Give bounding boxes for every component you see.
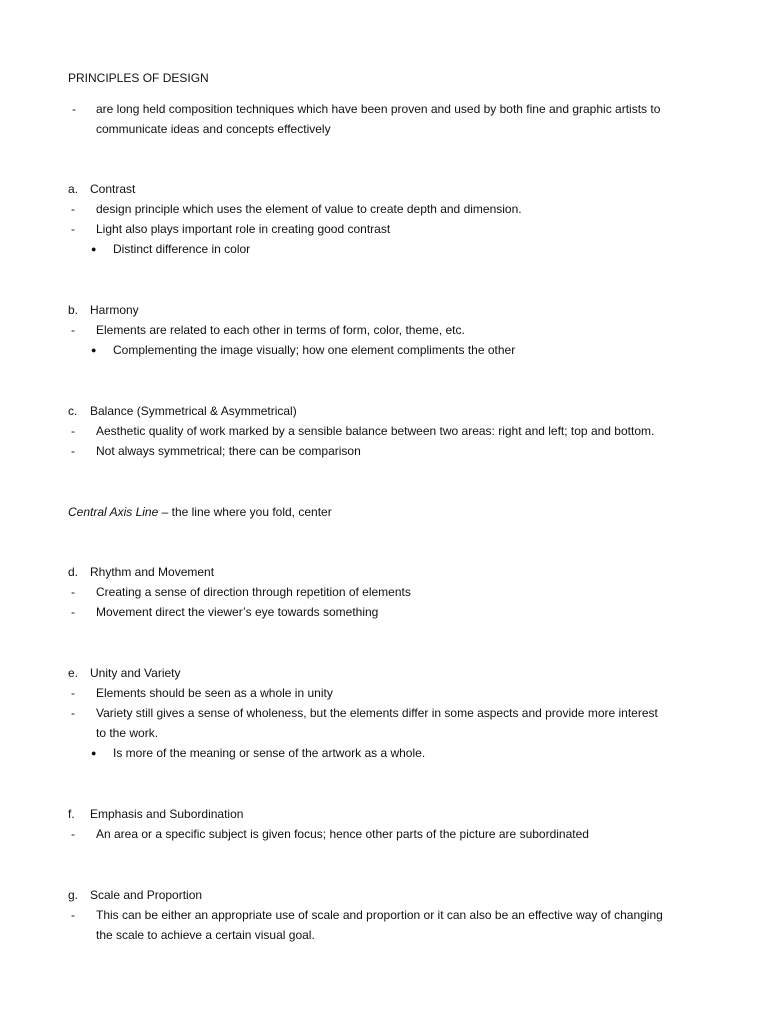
intro-text-2: communicate ideas and concepts effectively [96,122,331,136]
section-e-point-2-cont [0,723,768,743]
section-letter: b. [68,303,79,317]
section-heading: Harmony [90,303,139,317]
section-e-heading [0,663,768,683]
section-e-bullet-1 [0,743,768,763]
bullet-marker: ● [91,748,97,758]
intro-line-2 [0,119,768,139]
point-text: Elements should be seen as a whole in unity [96,686,333,700]
section-d-point-2 [0,602,768,622]
section-b-point-1 [0,320,768,340]
point-text: Elements are related to each other in terms of form, color, theme, etc. [96,323,465,337]
point-text: Creating a sense of direction through repetition of elements [96,585,411,599]
point-text: to the work. [96,726,159,740]
point-text: This can be either an appropriate use of scale and proportion or it can also be an effective way of changing [96,908,663,922]
point-text: the scale to achieve a certain visual goal. [96,928,315,942]
intro-text-1: are long held composition techniques which have been proven and used by both fine and graphic artists to [96,102,661,116]
section-heading: Rhythm and Movement [90,565,215,579]
section-f-heading [0,804,768,824]
section-g-heading [0,885,768,905]
section-b-bullet-1 [0,340,768,360]
central-axis-line [68,502,332,522]
dash-marker: - [71,908,75,922]
section-a-bullet-1 [0,239,768,259]
dash-marker: - [71,827,75,841]
section-g-point-1-cont [0,925,768,945]
dash-marker: - [71,444,75,458]
dash-marker: - [71,323,75,337]
section-heading: Emphasis and Subordination [90,807,244,821]
bullet-marker: ● [91,244,97,254]
section-letter: c. [68,404,78,418]
section-heading: Contrast [90,182,136,196]
bullet-text: Complementing the image visually; how one element compliments the other [113,343,516,357]
section-letter: d. [68,565,79,579]
section-g-point-1 [0,905,768,925]
point-text: Aesthetic quality of work marked by a sensible balance between two areas: right and left; top and bottom. [96,424,655,438]
section-a-heading [0,179,768,199]
section-c-heading [0,401,768,421]
section-f-point-1 [0,824,768,844]
point-text: Movement direct the viewer’s eye towards something [96,605,379,619]
axis-term: Central Axis Line [68,505,159,519]
dash-marker: - [71,706,75,720]
section-c-point-2 [0,441,768,461]
bullet-text: Is more of the meaning or sense of the artwork as a whole. [113,746,426,760]
section-d-point-1 [0,582,768,602]
section-d-heading [0,562,768,582]
bullet-marker: ● [91,345,97,355]
dash-marker: - [71,605,75,619]
section-e-point-2 [0,703,768,723]
section-b-heading [0,300,768,320]
section-letter: g. [68,888,79,902]
section-letter: f. [68,807,75,821]
dash-marker: - [71,585,75,599]
intro-line-1 [0,99,768,119]
section-heading: Scale and Proportion [90,888,203,902]
dash-marker: - [72,102,76,116]
dash-marker: - [71,686,75,700]
section-heading: Balance (Symmetrical & Asymmetrical) [90,404,297,418]
section-c-point-1 [0,421,768,441]
bullet-text: Distinct difference in color [113,242,251,256]
point-text: Variety still gives a sense of wholeness, but the elements differ in some aspects and provide more interest [96,706,658,720]
dash-marker: - [71,202,75,216]
dash-marker: - [71,424,75,438]
section-e-point-1 [0,683,768,703]
document-title: PRINCIPLES OF DESIGN [68,71,209,85]
section-letter: e. [68,666,79,680]
section-a-point-1 [0,199,768,219]
point-text: An area or a specific subject is given focus; hence other parts of the picture are subordinated [96,827,589,841]
point-text: Light also plays important role in creating good contrast [96,222,391,236]
section-heading: Unity and Variety [90,666,181,680]
dash-marker: - [71,222,75,236]
axis-definition: – the line where you fold, center [158,505,332,519]
point-text: design principle which uses the element of value to create depth and dimension. [96,202,522,216]
section-letter: a. [68,182,79,196]
section-a-point-2 [0,219,768,239]
point-text: Not always symmetrical; there can be comparison [96,444,361,458]
